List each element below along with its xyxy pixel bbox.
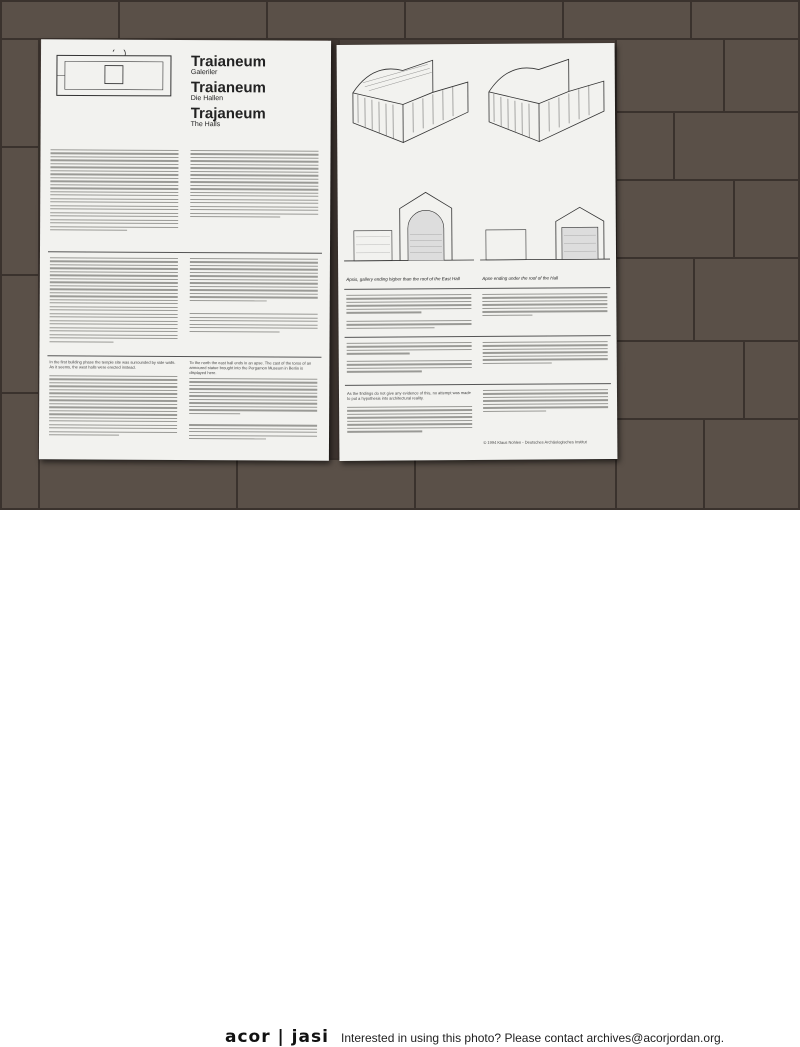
divider xyxy=(344,287,610,290)
wall-stone xyxy=(236,458,416,510)
text-en-block-lines xyxy=(347,406,472,435)
wall-stone xyxy=(414,458,617,510)
caption-left: Apsis, gallery ending higher than the roof of the East Hall xyxy=(346,276,471,282)
text-tr-block xyxy=(346,294,471,331)
wall-stone xyxy=(615,418,705,510)
subtitle-tr-1: Galeriler xyxy=(191,69,217,77)
wall-stone xyxy=(615,38,725,113)
floor-plan xyxy=(55,49,175,100)
wall-stone xyxy=(0,38,40,148)
subtitle-de: Die Hallen xyxy=(191,95,223,103)
contact-notice: Interested in using this photo? Please contact archives@acorjordan.org. xyxy=(341,1031,724,1045)
title-tr-1: Traianeum xyxy=(191,54,266,69)
photo-scene xyxy=(0,0,800,510)
text-tr-left xyxy=(50,149,178,233)
wall-stone xyxy=(0,0,120,40)
divider xyxy=(345,335,611,338)
text-en-left: In the first building phase the temple site was surrounded by side walls. As it seems, the west halls were erected instead. xyxy=(49,359,177,370)
reconstruction-drawing-right xyxy=(479,51,610,162)
wall-stone xyxy=(118,0,268,40)
divider xyxy=(48,251,322,253)
title-de: Traianeum xyxy=(191,80,266,95)
text-en-block: As the findings do not give any evidence of this, no attempt was made to put a hypothesis into architectural reality. xyxy=(347,390,472,401)
text-en-right-lines xyxy=(189,378,317,442)
text-de-right xyxy=(190,258,318,335)
caption-right: Apse ending under the roof of the Hall xyxy=(482,275,607,281)
wall-stone xyxy=(673,111,800,181)
wall-stone xyxy=(733,179,800,259)
footer-bar xyxy=(0,510,800,545)
text-de-block-2 xyxy=(483,341,608,366)
wall-stone xyxy=(0,146,40,276)
wall-stone xyxy=(615,111,675,181)
wall-stone xyxy=(690,0,800,40)
text-de-block xyxy=(347,342,472,375)
divider xyxy=(47,355,321,357)
credit-line: © 1994 Klaus Nohlen - Deutsches Archäologisches Institut xyxy=(483,439,613,445)
wall-stone xyxy=(562,0,692,40)
text-tr-right xyxy=(190,150,318,220)
wall-stone xyxy=(404,0,564,40)
text-en-left-lines xyxy=(49,375,177,438)
info-panel-left xyxy=(39,39,331,461)
wall-stone xyxy=(723,38,800,113)
info-panel-right xyxy=(337,43,618,461)
subtitle-en: The Halls xyxy=(191,121,221,129)
text-en-right: To the north the east hall ends in an apse. The cast of the torso of an armoured statue brought into the Pergamon Museum in Berlin is displayed here. xyxy=(189,360,317,376)
acor-logo: acor | jasi xyxy=(225,1027,329,1047)
text-de-left xyxy=(50,257,178,345)
elevation-drawing-right xyxy=(480,183,611,279)
wall-stone xyxy=(615,179,735,259)
wall-stone xyxy=(703,418,800,510)
elevation-drawing-left xyxy=(344,184,475,280)
wall-stone xyxy=(743,340,800,420)
wall-stone xyxy=(0,274,40,394)
text-tr-block-2 xyxy=(482,293,607,318)
wall-stone xyxy=(38,458,238,510)
reconstruction-drawing-left xyxy=(343,52,474,163)
wall-stone xyxy=(266,0,406,40)
wall-stone xyxy=(0,392,40,510)
title-en: Trajaneum xyxy=(191,106,266,121)
wall-stone xyxy=(693,257,800,342)
wall-stone xyxy=(615,340,745,420)
text-en-block-2 xyxy=(483,389,608,414)
divider xyxy=(345,383,611,386)
wall-stone xyxy=(615,257,695,342)
